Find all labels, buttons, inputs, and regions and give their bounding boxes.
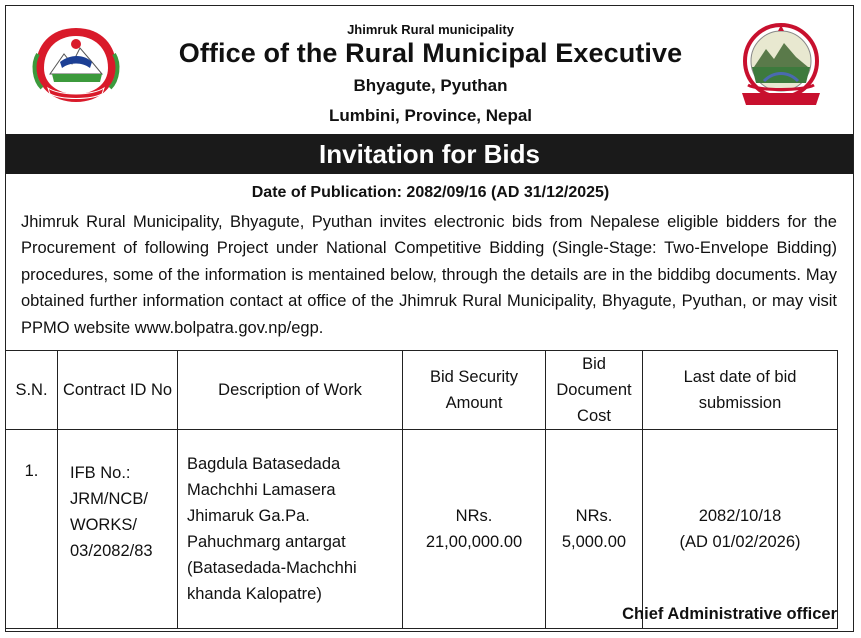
address-line-1: Bhyagute, Pyuthan	[353, 76, 508, 95]
last-date-line: (AD 01/02/2026)	[679, 533, 801, 551]
header-bid-security: Bid Security Amount	[403, 351, 546, 430]
header-last-date: Last date of bid submission	[643, 351, 838, 430]
bids-table	[5, 350, 838, 629]
address-line-2: Lumbini, Province, Nepal	[328, 106, 533, 125]
municipality-name: Jhimruk Rural municipality	[347, 22, 514, 37]
description-line: Pahuchmarg antargat	[187, 533, 346, 551]
description-line: Machchhi Lamasera	[187, 481, 336, 499]
doc-cost-line: 5,000.00	[561, 533, 627, 551]
cell-bid-security	[403, 430, 546, 629]
contract-id-line: WORKS/	[70, 516, 137, 534]
cell-description	[178, 430, 403, 629]
header-description: Description of Work	[178, 351, 403, 430]
bid-security-line: NRs.	[455, 507, 493, 525]
table-row	[6, 430, 838, 629]
cell-doc-cost	[546, 430, 643, 629]
description-line: (Batasedada-Machchhi	[187, 559, 357, 577]
description-line: Jhimaruk Ga.Pa.	[187, 507, 310, 525]
cell-last-date	[643, 430, 838, 629]
last-date-line: 2082/10/18	[698, 507, 782, 525]
description-line: khanda Kalopatre)	[187, 585, 322, 603]
cell-contract-id	[58, 430, 178, 629]
office-title: Office of the Rural Municipal Executive	[178, 38, 683, 68]
header-sn: S.N.	[6, 351, 58, 430]
table-header-row	[6, 351, 838, 430]
contract-id-line: IFB No.:	[70, 464, 131, 482]
contract-id-line: JRM/NCB/	[70, 490, 148, 508]
header-doc-cost: Bid Document Cost	[546, 351, 643, 430]
description-line: Bagdula Batasedada	[187, 455, 341, 473]
publication-date: Date of Publication: 2082/09/16 (AD 31/12/2025)	[251, 184, 610, 201]
invitation-banner: Invitation for Bids	[6, 134, 853, 174]
signature-title: Chief Administrative officer	[622, 605, 837, 623]
notice-paragraph: Jhimruk Rural Municipality, Bhyagute, Pyuthan invites electronic bids from Nepalese eligible bidders for the Procurement of following Project under National Competitive Bidding (Single-Stage: Two-Envelope Bidding) procedures, some of the information is mentained below, through the details are in the biddibg documents. May obtained further information contact at office of the Jhimruk Rural Municipality, Bhyagute, Pyuthan, or may visit PPMO website www.bolpatra.gov.np/egp.	[21, 213, 837, 337]
doc-cost-line: NRs.	[575, 507, 613, 525]
cell-sn: 1.	[6, 430, 58, 629]
bid-security-line: 21,00,000.00	[425, 533, 523, 551]
header-contract-id: Contract ID No	[58, 351, 178, 430]
contract-id-line: 03/2082/83	[70, 542, 153, 560]
